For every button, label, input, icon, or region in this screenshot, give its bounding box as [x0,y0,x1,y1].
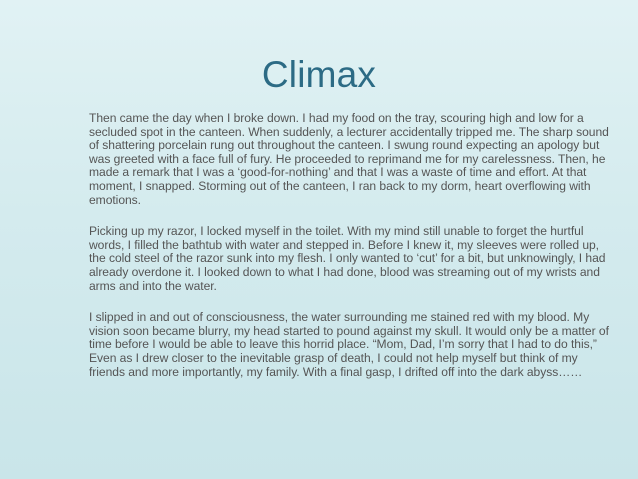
bullet-item [62,225,616,293]
slide-title: Climax [261,54,377,95]
bullet-list [62,112,616,397]
bullet-text: I slipped in and out of consciousness, the water surrounding me stained red with my blood. My vision soon became blurry, my head started to pound against my skull. It would only be a matter of time before I would be able to leave this horrid place. “Mom, Dad, I’m sorry that I had to do this,” Even as I drew closer to the inevitable grasp of death, I could not help myself but think of my friends and more importantly, my family. With a final gasp, I drifted off into the dark abyss…… [89,310,609,379]
bullet-item [62,311,616,379]
bullet-item [62,112,616,207]
bullet-text: Then came the day when I broke down. I had my food on the tray, scouring high and low for a secluded spot in the canteen. When suddenly, a lecturer accidentally tripped me. The sharp sound of shattering porcelain rung out throughout the canteen. I swung round expecting an apology but was greeted with a face full of fury. He proceeded to reprimand me for my carelessness. Then, he made a remark that I was a ‘good-for-nothing’ and that I was a waste of time and effort. At that moment, I snapped. Storming out of the canteen, I ran back to my dorm, heart overflowing with emotions. [89,111,609,207]
bullet-text: Picking up my razor, I locked myself in the toilet. With my mind still unable to forget the hurtful words, I filled the bathtub with water and stepped in. Before I knew it, my sleeves were rolled up, the cold steel of the razor sunk into my flesh. I only wanted to ‘cut’ for a bit, but unknowingly, I had already overdone it. I looked down to what I had done, blood was streaming out of my wrists and arms and into the water. [89,224,606,293]
